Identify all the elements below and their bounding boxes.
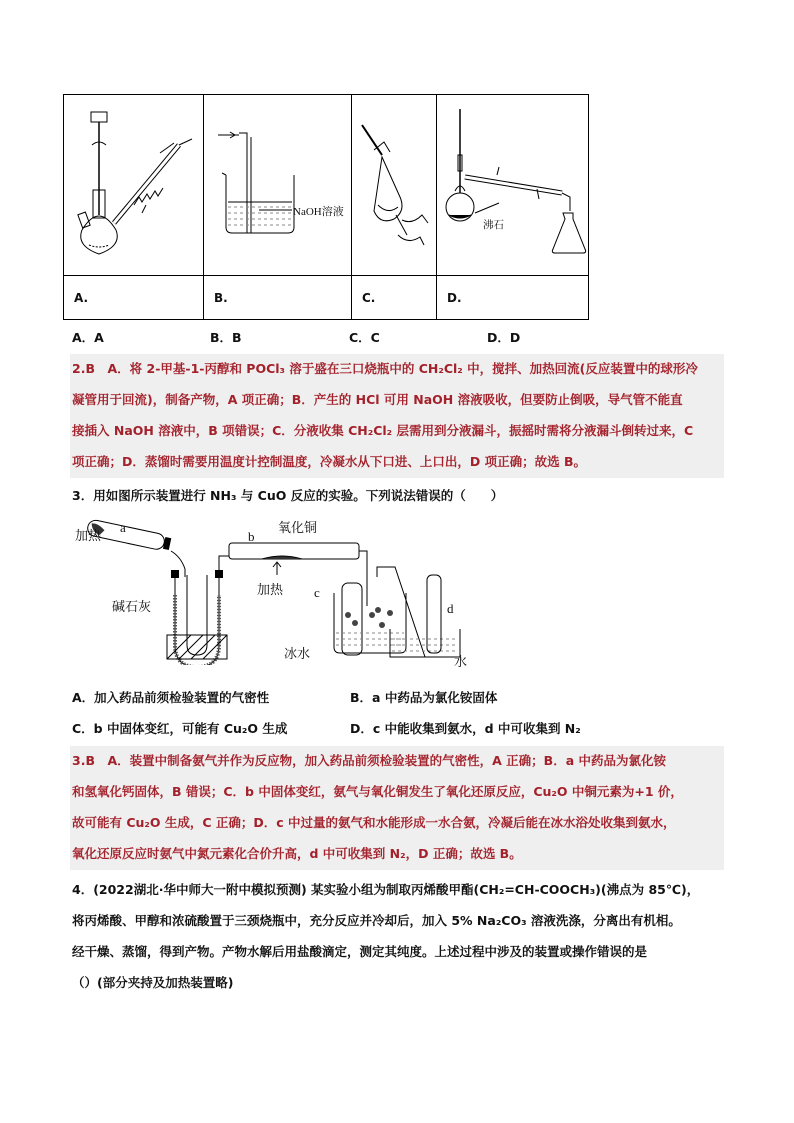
q3-option-a: A．加入药品前须检验装置的气密性 <box>72 690 270 705</box>
q2-option-a: A．A <box>72 330 104 345</box>
boiling-chips-label: 沸石 <box>483 219 504 231</box>
answer-3-line-4: 氧化还原反应时氨气中氮元素化合价升高，d 中可收集到 N₂，D 正确；故选 B。 <box>72 846 522 861</box>
q2-option-c: C．C <box>349 330 380 345</box>
q2-figure-table <box>63 94 589 320</box>
heat-label-a: 加热 <box>75 528 102 543</box>
separatory-funnel-drawing <box>352 95 436 275</box>
answer-3-block <box>70 746 724 870</box>
q3-stem: 3．用如图所示装置进行 NH₃ 与 CuO 反应的实验。下列说法错误的（ ） <box>72 488 504 503</box>
figure-row-divider <box>64 275 588 276</box>
figure-cell-c <box>352 95 437 319</box>
figure-cell-d <box>437 95 589 319</box>
distillation-apparatus-drawing <box>437 95 588 275</box>
answer-2-block <box>70 354 724 478</box>
reflux-apparatus-drawing <box>64 95 203 275</box>
heat-label-b: 加热 <box>257 582 284 597</box>
answer-2-line-3: 接插入 NaOH 溶液中，B 项错误；C．分液收集 CH₂Cl₂ 层需用到分液漏斗，振摇时需将分液漏斗倒转过来，C <box>72 423 694 438</box>
q4-line-1: 4．(2022湖北·华中师大一附中模拟预测) 某实验小组为制取丙烯酸甲酯(CH₂=CH-COOCH₃)(沸点为 85℃)， <box>72 882 700 897</box>
ice-water-label: 冰水 <box>284 646 311 661</box>
answer-2-line-4: 项正确；D．蒸馏时需要用温度计控制温度，冷凝水从下口进、上口出，D 项正确；故选 B。 <box>72 454 586 469</box>
vessel-c-label: c <box>314 585 320 600</box>
q2-option-d: D．D <box>487 330 521 345</box>
q3-option-d: D．c 中能收集到氨水，d 中可收集到 N₂ <box>350 721 581 736</box>
q2-option-b: B．B <box>210 330 242 345</box>
water-label: 水 <box>454 654 468 669</box>
figure-label-d: D. <box>447 291 462 305</box>
q4-line-4: （）(部分夹持及加热装置略) <box>72 975 234 990</box>
q4-line-3: 经干燥、蒸馏，得到产物。产物水解后用盐酸滴定，测定其纯度。上述过程中涉及的装置或操作错误的是 <box>72 944 648 959</box>
soda-lime-label: 碱石灰 <box>112 599 152 614</box>
figure-cell-b <box>204 95 352 319</box>
tube-b-label: b <box>248 529 255 544</box>
answer-3-line-2: 和氢氧化钙固体，B 错误；C．b 中固体变红，氨气与氧化铜发生了氧化还原反应，Cu₂O 中铜元素为+1 价， <box>72 784 683 799</box>
tube-a-label: a <box>120 520 126 535</box>
q3-option-c: C．b 中固体变红，可能有 Cu₂O 生成 <box>72 721 288 736</box>
answer-3-line-1: 3.B A．装置中制备氨气并作为反应物，加入药品前须检验装置的气密性，A 正确；B．a 中药品为氯化铵 <box>72 753 666 768</box>
figure-label-b: B. <box>214 291 228 305</box>
answer-2-line-2: 凝管用于回流)，制备产物，A 项正确；B．产生的 HCl 可用 NaOH 溶液吸收，但要防止倒吸，导气管不能直 <box>72 392 683 407</box>
copper-oxide-label: 氧化铜 <box>278 520 318 535</box>
figure-label-c: C. <box>362 291 376 305</box>
tube-d-label: d <box>447 601 454 616</box>
q4-line-2: 将丙烯酸、甲醇和浓硫酸置于三颈烧瓶中，充分反应并冷却后，加入 5% Na₂CO₃ 溶液洗涤，分离出有机相。 <box>72 913 681 928</box>
q3-option-b: B．a 中药品为氯化铵固体 <box>350 690 498 705</box>
naoh-solution-label: NaOH溶液 <box>293 206 344 218</box>
answer-2-line-1: 2.B A．将 2-甲基-1-丙醇和 POCl₃ 溶于盛在三口烧瓶中的 CH₂Cl₂ 中，搅拌、加热回流(反应装置中的球形冷 <box>72 361 698 376</box>
figure-cell-a <box>64 95 204 319</box>
answer-3-line-3: 故可能有 Cu₂O 生成，C 正确；D．c 中过量的氨气和水能形成一水合氨，冷凝后能在冰水浴处收集到氨水， <box>72 815 676 830</box>
beaker-naoh-drawing <box>204 95 351 275</box>
q3-apparatus-figure <box>72 515 472 669</box>
figure-label-a: A. <box>74 291 89 305</box>
